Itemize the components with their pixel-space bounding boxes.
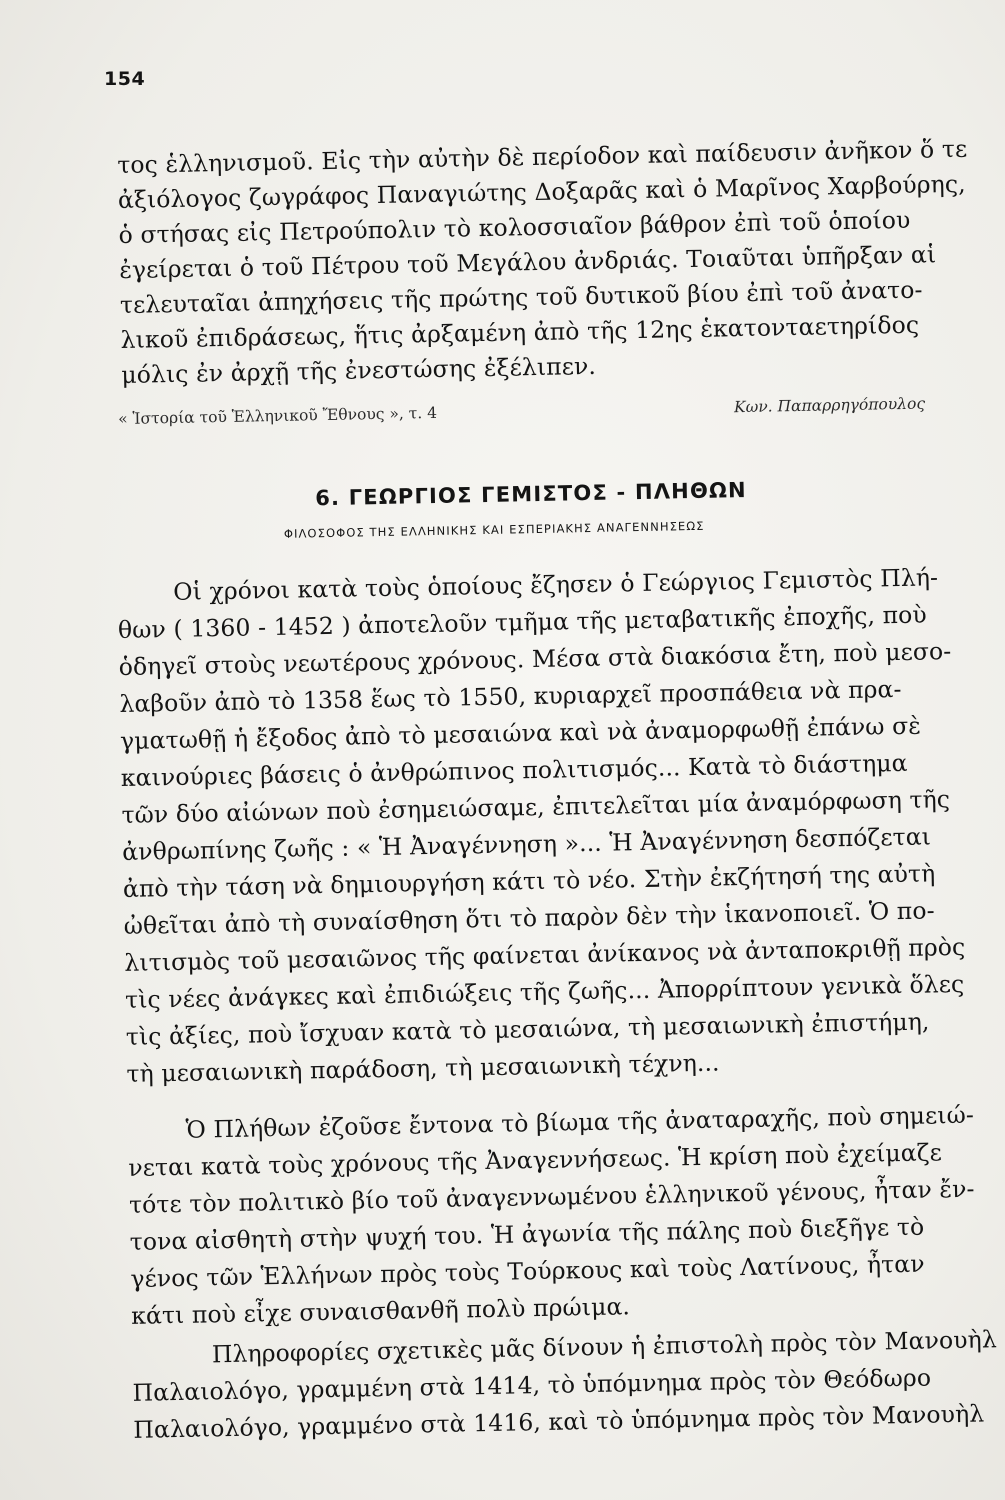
text-line: τελευταῖαι ἀπηχήσεις τῆς πρώτης τοῦ δυτικοῦ βίου ἐπὶ τοῦ ἀνατο- xyxy=(119,275,923,319)
page-number: 154 xyxy=(104,68,146,90)
text-line: καινούριες βάσεις ὁ ἀνθρώπινος πολιτισμός... Κατὰ τὸ διάστημα xyxy=(120,748,908,792)
text-line: Πληροφορίες σχετικὲς μᾶς δίνουν ἡ ἐπιστολὴ πρὸς τὸν Μανουὴλ xyxy=(211,1325,998,1369)
text-line: τῶν δύο αἰώνων ποὺ ἐσημειώσαμε, ἐπιτελεῖται μία ἀναμόρφωση τῆς xyxy=(121,785,951,829)
text-line: ἀπὸ τὴν τάση νὰ δημιουργήση κάτι τὸ νέο. Στὴν ἐκζήτησή της αὐτὴ xyxy=(122,859,936,903)
text-line: τος ἑλληνισμοῦ. Εἰς τὴν αὐτὴν δὲ περίοδον καὶ παίδευσιν ἀνῆκον ὅ τε xyxy=(117,134,968,179)
text-line: θων ( 1360 - 1452 ) ἀποτελοῦν τμῆμα τῆς μεταβατικῆς ἐποχῆς, ποὺ xyxy=(117,600,928,644)
author-attribution: Κων. Παπαρρηγόπουλος xyxy=(733,394,926,417)
text-line: λιτισμὸς τοῦ μεσαιῶνος τῆς φαίνεται ἀνίκανος νὰ ἀνταποκριθῇ πρὸς xyxy=(124,932,966,977)
text-line: λαβοῦν ἀπὸ τὸ 1358 ἕως τὸ 1550, κυριαρχεῖ προσπάθεια νὰ πρα- xyxy=(119,674,902,718)
text-line: τὶς νέες ἀνάγκες καὶ ἐπιδιώξεις τῆς ζωῆς... Ἀπορρίπτουν γενικὰ ὅλες xyxy=(124,969,965,1014)
text-line: ἀξιόλογος ζωγράφος Παναγιώτης Δοξαρᾶς καὶ ὁ Μαρῖνος Χαρβούρης, xyxy=(117,169,966,214)
text-line: τονα αἰσθητὴ στὴν ψυχή του. Ἡ ἀγωνία τῆς πάλης ποὺ διεξῆγε τὸ xyxy=(129,1212,925,1256)
text-line: τὶς ἀξίες, ποὺ ἴσχυαν κατὰ τὸ μεσαιώνα, τὴ μεσαιωνικὴ ἐπιστήμη, xyxy=(125,1007,930,1051)
text-line: γματωθῇ ἡ ἔξοδος ἀπὸ τὸ μεσαιώνα καὶ νὰ ἀναμορφωθῇ ἐπάνω σὲ xyxy=(119,711,922,755)
text-line: τότε τὸν πολιτικὸ βίο τοῦ ἀναγεννωμένου ἑλληνικοῦ γένους, ἦταν ἔν- xyxy=(128,1174,975,1219)
text-line: λικοῦ ἐπιδράσεως, ἥτις ἀρξαμένη ἀπὸ τῆς 12ης ἑκατονταετηρίδος xyxy=(120,310,920,354)
section-subtitle: ΦΙΛΟΣΟΦΟΣ ΤΗΣ ΕΛΛΗΝΙΚΗΣ ΚΑΙ ΕΣΠΕΡΙΑΚΗΣ ΑΝΑΓΕΝΝΗΣΕΩΣ xyxy=(283,518,705,541)
text-line: Παλαιολόγο, γραμμένο στὰ 1416, καὶ τὸ ὑπόμνημα πρὸς τὸν Μανουὴλ xyxy=(133,1399,985,1444)
text-line: Ὁ Πλήθων ἐζοῦσε ἔντονα τὸ βίωμα τῆς ἀναταραχῆς, ποὺ σημειώ- xyxy=(185,1100,975,1144)
text-line: Παλαιολόγο, γραμμένη στὰ 1414, τὸ ὑπόμνημα πρὸς τὸν Θεόδωρο xyxy=(132,1363,932,1407)
text-line: νεται κατὰ τοὺς χρόνους τῆς Ἀναγεννήσεως. Ἡ κρίση ποὺ ἐχείμαζε xyxy=(128,1138,943,1182)
source-citation: « Ἱστορία τοῦ Ἑλληνικοῦ Ἔθνους », τ. 4 xyxy=(117,403,438,429)
text-line: ὠθεῖται ἀπὸ τὴ συναίσθηση ὅτι τὸ παρὸν δὲν τὴν ἱκανοποιεῖ. Ὁ πο- xyxy=(123,896,935,940)
text-line: Οἱ χρόνοι κατὰ τοὺς ὁποίους ἔζησεν ὁ Γεώργιος Γεμιστὸς Πλή- xyxy=(173,563,939,606)
text-line: ἀνθρωπίνης ζωῆς : « Ἡ Ἀναγέννηση »... Ἡ Ἀναγέννηση δεσπόζεται xyxy=(121,822,932,866)
text-line: ὁ στήσας εἰς Πετρούπολιν τὸ κολοσσιαῖον βάθρον ἐπὶ τοῦ ὁποίου xyxy=(118,205,911,249)
intro-passage xyxy=(117,134,968,429)
text-line: κάτι ποὺ εἶχε συναισθανθῆ πολὺ πρώιμα. xyxy=(130,1292,631,1330)
main-text xyxy=(117,562,998,1444)
text-line: ἐγείρεται ὁ τοῦ Πέτρου τοῦ Μεγάλου ἀνδριάς. Τοιαῦται ὑπῆρξαν αἱ xyxy=(119,240,937,284)
text-line: ὁδηγεῖ στοὺς νεωτέρους χρόνους. Μέσα στὰ διακόσια ἔτη, ποὺ μεσο- xyxy=(118,637,952,681)
section-title: 6. ΓΕΩΡΓΙΟΣ ΓΕΜΙΣΤΟΣ - ΠΛΗΘΩΝ xyxy=(314,477,748,511)
section-heading xyxy=(120,474,970,541)
text-line: μόλις ἐν ἀρχῇ τῆς ἐνεστώσης ἐξέλιπεν. xyxy=(121,351,597,389)
text-line: γένος τῶν Ἑλλήνων πρὸς τοὺς Τούρκους καὶ τοὺς Λατίνους, ἦταν xyxy=(130,1249,925,1293)
text-line: τὴ μεσαιωνικὴ παράδοση, τὴ μεσαιωνικὴ τέχνη... xyxy=(126,1048,720,1088)
